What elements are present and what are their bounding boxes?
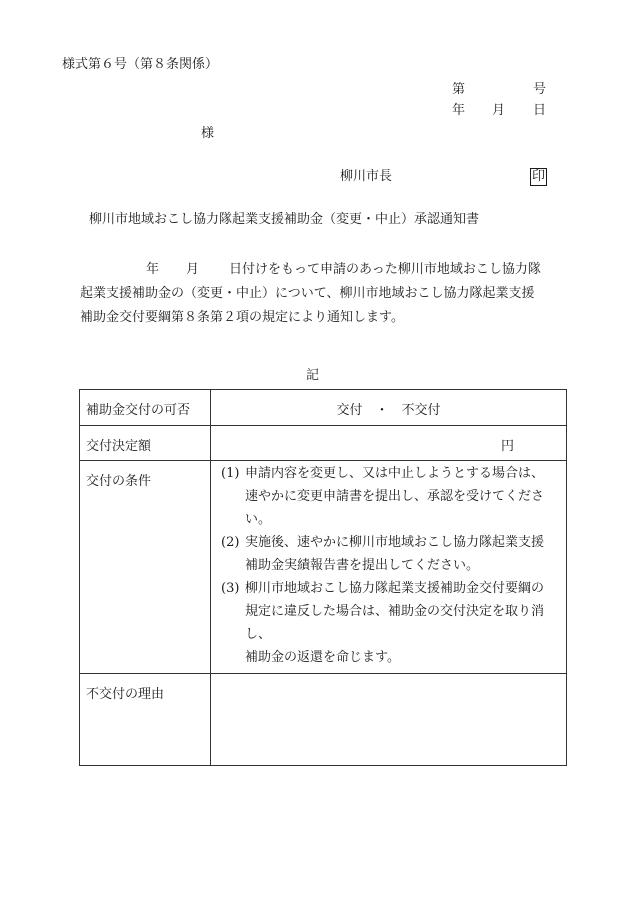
label-reason: 不交付の理由: [80, 674, 211, 766]
table-row-reason: [80, 674, 567, 766]
date-day: 日: [533, 103, 547, 118]
value-amount: 円: [211, 426, 567, 461]
condition-2-line-1: 実施後、速やかに柳川市地域おこし協力隊起業支援: [245, 535, 545, 550]
addressee-suffix: 様: [201, 126, 215, 141]
issuer-name: 柳川市長: [340, 169, 393, 184]
condition-1-line-2: 速やかに変更申請書を提出し、承認を受けてください。: [245, 489, 545, 527]
form-number: 様式第６号（第８条関係）: [62, 57, 219, 72]
value-conditions: [211, 461, 567, 674]
date-year: 年: [452, 103, 466, 118]
doc-number-suffix: 号: [533, 82, 547, 97]
table-row-conditions: [80, 461, 567, 674]
condition-1: [211, 462, 566, 531]
body-line-3: 補助金交付要綱第８条第２項の規定により通知します。: [80, 310, 404, 325]
condition-1-line-1: 申請内容を変更し、又は中止しようとする場合は、: [245, 466, 545, 481]
body-month: 月: [186, 262, 200, 277]
label-conditions: 交付の条件: [80, 461, 211, 674]
label-approval: 補助金交付の可否: [80, 390, 211, 426]
seal-stamp: [528, 168, 547, 186]
body-line-2: 起業支援補助金の（変更・中止）について、柳川市地域おこし協力隊起業支援: [80, 286, 535, 301]
condition-3: [211, 577, 566, 669]
table-row-amount: [80, 426, 567, 461]
condition-3-line-2: 規定に違反した場合は、補助金の交付決定を取り消し、: [245, 604, 545, 642]
document-title: 柳川市地域おこし協力隊起業支援補助金（変更・中止）承認通知書: [89, 212, 480, 227]
condition-3-line-1: 柳川市地域おこし協力隊起業支援補助金交付要綱の: [245, 581, 545, 596]
condition-3-number: (3): [221, 581, 240, 596]
body-paragraph: [80, 258, 580, 330]
value-reason: [211, 674, 567, 766]
condition-2: [211, 531, 566, 577]
doc-number-prefix: 第: [452, 82, 466, 97]
condition-1-number: (1): [221, 466, 240, 481]
condition-2-number: (2): [221, 535, 240, 550]
date-month: 月: [492, 103, 506, 118]
condition-3-line-3: 補助金の返還を命じます。: [245, 650, 400, 665]
body-line-1-text: 日付けをもって申請のあった柳川市地域おこし協力隊: [229, 262, 541, 277]
notice-table: [79, 389, 567, 766]
table-row-approval: [80, 390, 567, 426]
seal-mark: 印: [532, 169, 546, 184]
ki-heading: 記: [306, 368, 320, 383]
condition-2-line-2: 補助金実績報告書を提出してください。: [245, 558, 480, 573]
body-line-1: [80, 258, 580, 282]
body-year: 年: [146, 262, 160, 277]
label-amount: 交付決定額: [80, 426, 211, 461]
value-approval: 交付 ・ 不交付: [211, 390, 567, 426]
